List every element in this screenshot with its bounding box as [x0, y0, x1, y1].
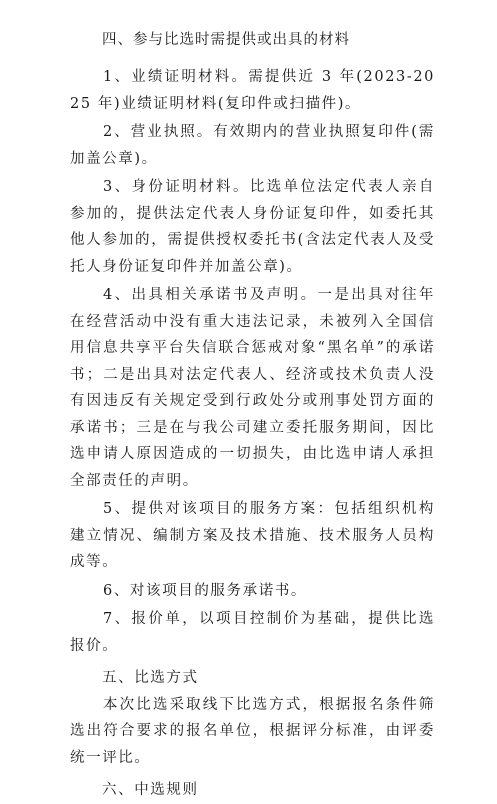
- section-5-body: 本次比选采取线下比选方式，根据报名条件筛选出符合要求的报名单位，根据评分标准，由评委统一评比。: [70, 696, 435, 766]
- section-4-item-7: 7、报价单，以项目控制价为基础，提供比选报价。: [70, 611, 435, 654]
- section-4-item-6: 6、对该项目的服务承诺书。: [103, 582, 308, 599]
- section-6-heading: 六、中选规则: [102, 782, 199, 798]
- section-4-item-3: 3、身份证明材料。比选单位法定代表人亲自参加的，提供法定代表人身份证复印件，如委托其他人参加的，需提供授权委托书(含法定代表人及受托人身份证复印件并加盖公章)。: [70, 179, 435, 275]
- section-4-item-4: 4、出具相关承诺书及声明。一是出具对往年在经营活动中没有重大违法记录，未被列入全国信用信息共享平台失信联合惩戒对象“黑名单”的承诺书；二是出具对法定代表人、经济或技术负责人没有因违反有关规定受到行政处分或刑事处罚方面的承诺书；三是在与我公司建立委托服务期间，因比选申请人原因造成的一切损失，由比选申请人承担全部责任的声明。: [70, 287, 435, 489]
- section-5-heading: 五、比选方式: [102, 670, 199, 686]
- section-4-item-5: 5、提供对该项目的服务方案：包括组织机构建立情况、编制方案及技术措施、技术服务人员构成等。: [70, 501, 435, 570]
- section-4-item-1: 1、业绩证明材料。需提供近 3 年(2023-2025 年)业绩证明材料(复印件或扫描件)。: [70, 69, 435, 112]
- section-4-item-2: 2、营业执照。有效期内的营业执照复印件(需加盖公章)。: [70, 124, 435, 167]
- section-4-heading: 四、参与比选时需提供或出具的材料: [102, 32, 350, 48]
